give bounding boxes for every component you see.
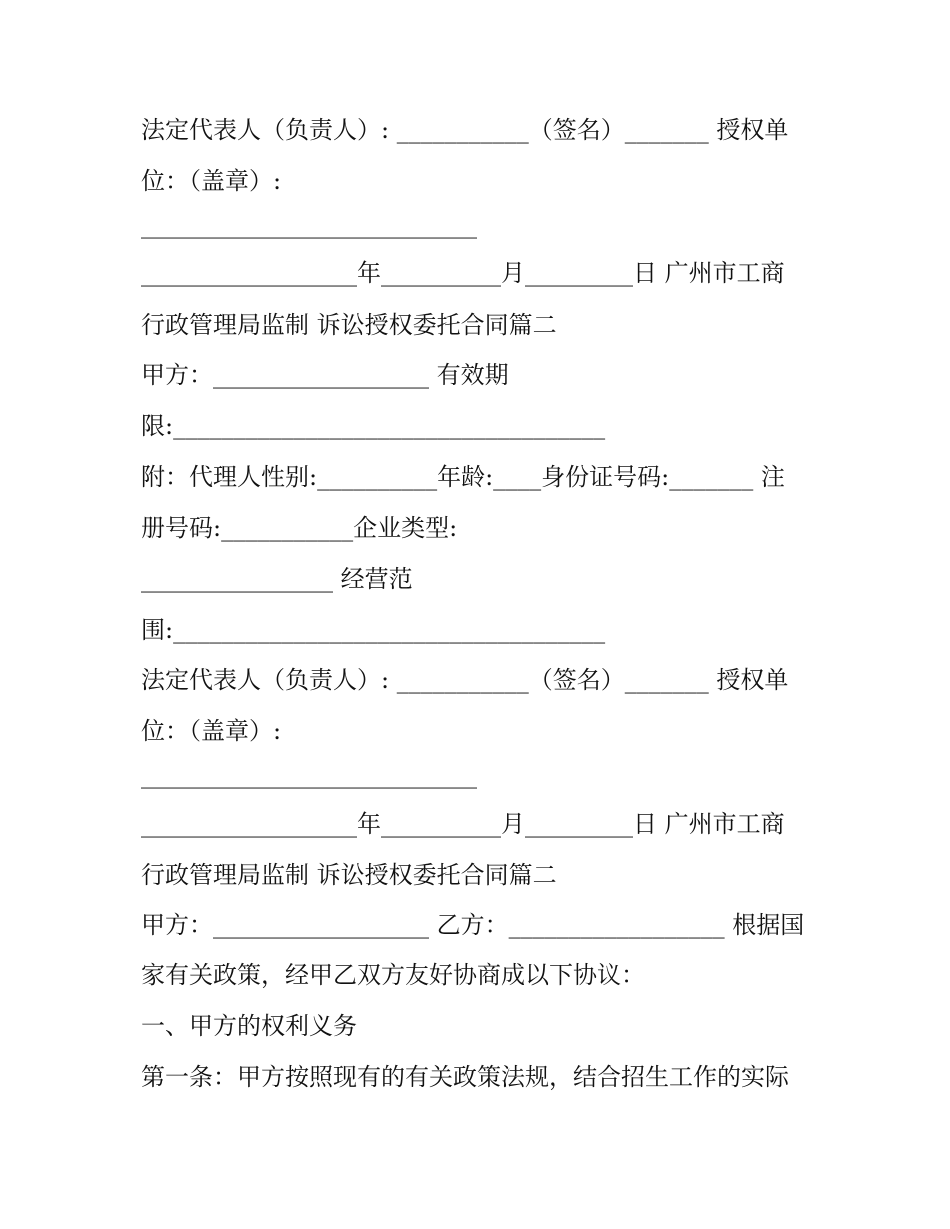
text-line: 家有关政策，经甲乙双方友好协商成以下协议：	[141, 961, 645, 989]
text-line: 位：（盖章）:	[141, 717, 282, 745]
text-line: __________________年__________月_________日 广州市工商	[141, 810, 785, 838]
text-line: 法定代表人（负责人）: ___________（签名）_______ 授权单	[141, 666, 789, 694]
text-line: 一、甲方的权利义务	[141, 1012, 357, 1040]
text-line: __________________年__________月_________日 广州市工商	[141, 259, 785, 287]
text-line: 位：（盖章）:	[141, 167, 282, 195]
text-line: 法定代表人（负责人）: ___________（签名）_______ 授权单	[141, 116, 789, 144]
text-line: ________________ 经营范	[141, 565, 413, 593]
text-line: 行政管理局监制 诉讼授权委托合同篇二	[141, 311, 557, 339]
text-line: 行政管理局监制 诉讼授权委托合同篇二	[141, 861, 557, 889]
text-line: 围:____________________________________	[141, 616, 606, 644]
text-line: 限:____________________________________	[141, 412, 606, 440]
text-line: 附：代理人性别:__________年龄:____身份证号码:_______ 注	[141, 463, 785, 491]
text-line: ____________________________	[141, 761, 477, 789]
text-line: 甲方：__________________ 乙方：__________________ 根据国	[141, 911, 805, 939]
text-line: 甲方：__________________ 有效期	[141, 361, 509, 389]
text-line: 册号码:___________企业类型:	[141, 514, 458, 542]
text-line: ____________________________	[141, 211, 477, 239]
text-line: 第一条：甲方按照现有的有关政策法规，结合招生工作的实际	[141, 1063, 789, 1091]
